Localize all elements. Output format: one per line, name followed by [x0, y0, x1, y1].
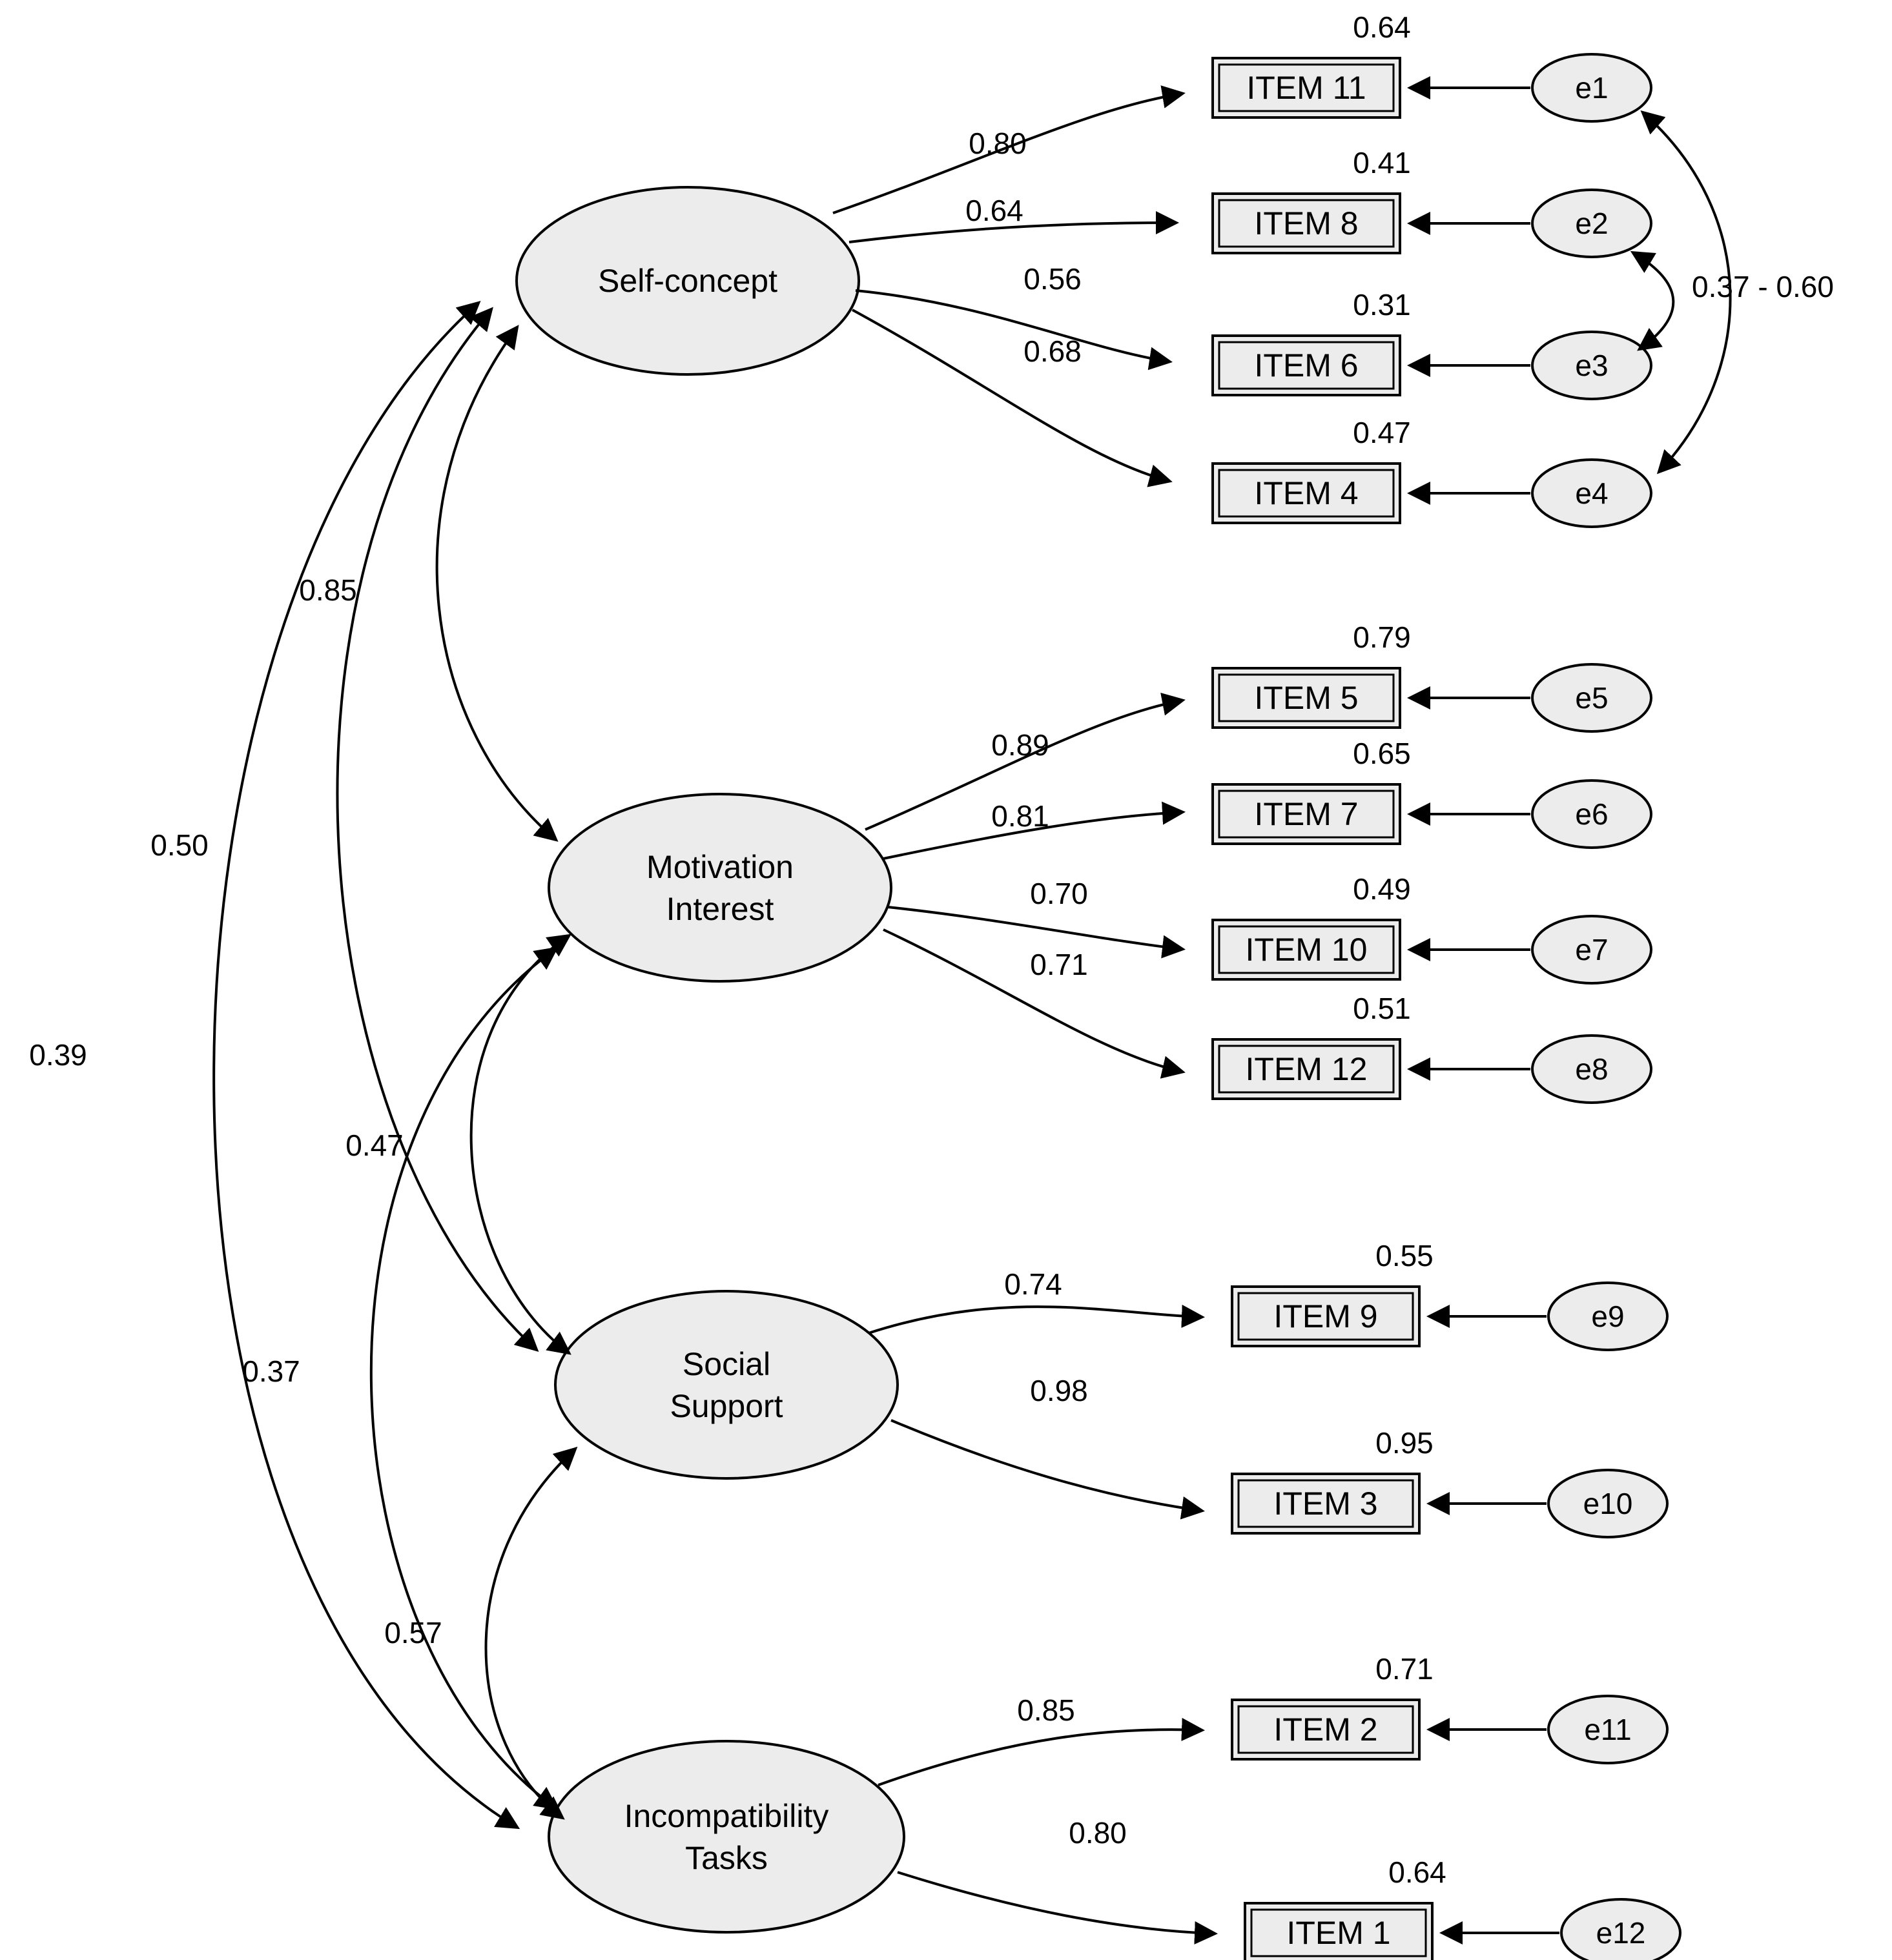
r2-label-item6: 0.31 — [1353, 288, 1411, 322]
indicator-label-item4: ITEM 4 — [1254, 475, 1359, 511]
factor-label-motivation-line2: Interest — [666, 891, 774, 927]
error-label-e10: e10 — [1583, 1487, 1633, 1520]
error-e2[interactable] — [1532, 190, 1651, 257]
factor-motivation-interest[interactable] — [549, 794, 891, 981]
loading-label-item8: 0.64 — [965, 194, 1023, 227]
error-e7[interactable] — [1532, 916, 1651, 983]
error-label-e7: e7 — [1575, 933, 1609, 966]
covariance-path-sc-mi — [437, 328, 555, 839]
indicator-label-item3: ITEM 3 — [1273, 1485, 1378, 1522]
factor-ellipse — [549, 794, 891, 981]
r2-label-item1: 0.64 — [1388, 1855, 1446, 1889]
loading-path-item2 — [878, 1730, 1201, 1785]
indicator-label-item5: ITEM 5 — [1254, 680, 1359, 716]
indicator-label-item6: ITEM 6 — [1254, 347, 1359, 383]
covariance-label-ss-it: 0.57 — [384, 1616, 442, 1649]
factor-label-self-concept: Self-concept — [598, 263, 777, 299]
r2-label-item9: 0.55 — [1375, 1239, 1434, 1272]
error-e4[interactable] — [1532, 460, 1651, 527]
indicator-label-item1: ITEM 1 — [1286, 1915, 1391, 1951]
error-e11[interactable] — [1548, 1696, 1667, 1763]
r2-label-item5: 0.79 — [1353, 620, 1411, 654]
error-label-e2: e2 — [1575, 207, 1609, 240]
error-label-e12: e12 — [1596, 1916, 1646, 1950]
loading-label-item3: 0.98 — [1030, 1374, 1088, 1407]
error-correlation-arc-e2-e3 — [1634, 253, 1673, 349]
error-label-e4: e4 — [1575, 476, 1609, 510]
r2-label-item12: 0.51 — [1353, 992, 1411, 1025]
error-e9[interactable] — [1548, 1283, 1667, 1350]
loading-label-item9: 0.74 — [1004, 1267, 1062, 1301]
covariance-label-mi-it: 0.37 — [242, 1354, 300, 1388]
loading-path-item3 — [891, 1420, 1201, 1511]
r2-label-item7: 0.65 — [1353, 737, 1411, 770]
factor-incompatibility-tasks[interactable] — [549, 1741, 904, 1932]
factor-ellipse — [555, 1291, 898, 1478]
error-e5[interactable] — [1532, 664, 1651, 731]
factor-label-social-line2: Support — [670, 1388, 783, 1424]
indicator-item10[interactable] — [1213, 872, 1411, 979]
loading-path-item1 — [898, 1872, 1214, 1934]
loading-label-item2: 0.85 — [1017, 1693, 1075, 1727]
indicator-item1[interactable] — [1245, 1855, 1446, 1960]
error-e3[interactable] — [1532, 332, 1651, 399]
error-correlation-label: 0.37 - 0.60 — [1692, 270, 1834, 303]
error-e12[interactable] — [1561, 1899, 1680, 1960]
factor-label-incompat-line1: Incompatibility — [624, 1798, 829, 1834]
error-e10[interactable] — [1548, 1470, 1667, 1537]
r2-label-item2: 0.71 — [1375, 1652, 1434, 1686]
factor-label-incompat-line2: Tasks — [685, 1840, 768, 1876]
loading-path-item10 — [888, 907, 1182, 949]
loading-label-item11: 0.80 — [969, 127, 1027, 160]
factor-label-social-line1: Social — [682, 1346, 771, 1382]
error-label-e3: e3 — [1575, 349, 1609, 382]
indicator-item4[interactable] — [1213, 416, 1411, 523]
factor-self-concept[interactable] — [517, 187, 859, 374]
indicator-item6[interactable] — [1213, 288, 1411, 395]
covariance-label-sc-it: 0.39 — [29, 1038, 87, 1072]
error-label-e8: e8 — [1575, 1052, 1609, 1086]
indicator-label-item11: ITEM 11 — [1246, 70, 1366, 106]
indicator-label-item12: ITEM 12 — [1245, 1051, 1368, 1087]
loading-label-item1: 0.80 — [1069, 1816, 1127, 1850]
error-e8[interactable] — [1532, 1036, 1651, 1103]
loading-label-item4: 0.68 — [1023, 334, 1082, 368]
indicator-item3[interactable] — [1232, 1426, 1434, 1533]
indicator-item2[interactable] — [1232, 1652, 1434, 1759]
error-e1[interactable] — [1532, 54, 1651, 121]
covariance-path-ss-it — [486, 1449, 575, 1817]
r2-label-item11: 0.64 — [1353, 10, 1411, 44]
loading-label-item10: 0.70 — [1030, 877, 1088, 910]
covariance-label-sc-ss: 0.50 — [150, 828, 209, 862]
indicator-item12[interactable] — [1213, 992, 1411, 1099]
covariance-label-sc-mi: 0.85 — [299, 573, 357, 607]
indicator-label-item2: ITEM 2 — [1273, 1711, 1378, 1748]
indicator-label-item7: ITEM 7 — [1254, 796, 1359, 832]
r2-label-item3: 0.95 — [1375, 1426, 1434, 1460]
error-label-e9: e9 — [1591, 1300, 1625, 1333]
r2-label-item4: 0.47 — [1353, 416, 1411, 449]
factor-social-support[interactable] — [555, 1291, 898, 1478]
indicator-item9[interactable] — [1232, 1239, 1434, 1346]
indicator-item5[interactable] — [1213, 620, 1411, 728]
r2-label-item10: 0.49 — [1353, 872, 1411, 906]
error-label-e11: e11 — [1584, 1713, 1632, 1746]
error-label-e1: e1 — [1575, 71, 1609, 105]
indicator-label-item8: ITEM 8 — [1254, 205, 1359, 241]
loading-path-item9 — [869, 1307, 1201, 1333]
loading-label-item6: 0.56 — [1023, 262, 1082, 296]
indicator-label-item9: ITEM 9 — [1273, 1298, 1378, 1334]
covariance-path-sc-it — [214, 303, 517, 1827]
loading-label-item5: 0.89 — [991, 728, 1049, 762]
covariance-path-mi-ss — [471, 936, 568, 1353]
error-label-e6: e6 — [1575, 797, 1609, 831]
error-label-e5: e5 — [1575, 681, 1609, 715]
covariance-path-sc-ss — [337, 310, 536, 1349]
loading-label-item7: 0.81 — [991, 799, 1049, 833]
factor-ellipse — [549, 1741, 904, 1932]
factor-label-motivation-line1: Motivation — [646, 849, 794, 885]
loading-path-item6 — [856, 291, 1169, 362]
indicator-item11[interactable] — [1213, 10, 1411, 117]
indicator-label-item10: ITEM 10 — [1245, 932, 1368, 968]
covariance-label-mi-ss: 0.47 — [345, 1128, 404, 1162]
indicator-item8[interactable] — [1213, 146, 1411, 253]
indicator-item7[interactable] — [1213, 737, 1411, 844]
loading-label-item12: 0.71 — [1030, 948, 1088, 981]
covariance-path-mi-it — [371, 949, 555, 1808]
r2-label-item8: 0.41 — [1353, 146, 1411, 179]
loading-path-item4 — [852, 310, 1169, 481]
error-e6[interactable] — [1532, 781, 1651, 848]
